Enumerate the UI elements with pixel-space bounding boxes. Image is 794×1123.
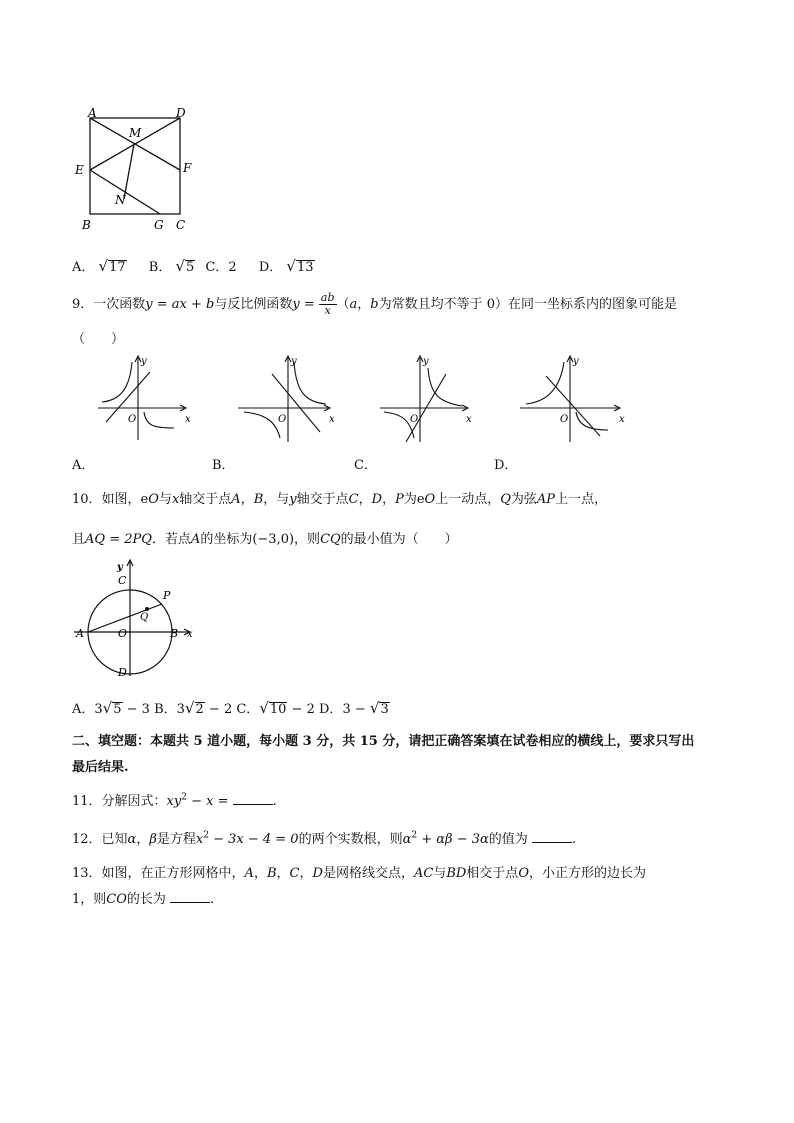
q13-line1: 13．如图，在正方形网格中，A，B，C，D是网格线交点，AC与BD相交于点O，小正方形的边长为 bbox=[72, 866, 646, 881]
svg-text:O: O bbox=[128, 414, 137, 425]
svg-text:D: D bbox=[118, 666, 127, 679]
svg-text:x: x bbox=[619, 414, 625, 425]
label-G: G bbox=[154, 218, 164, 232]
q9-graph-b bbox=[234, 350, 338, 445]
q11-answer-blank[interactable] bbox=[233, 792, 273, 805]
svg-text:B: B bbox=[170, 627, 179, 640]
svg-text:x: x bbox=[466, 414, 472, 425]
q9-paren: （ ） bbox=[72, 332, 125, 347]
section2-heading: 二、填空题：本题共 5 道小题，每小题 3 分，共 15 分，请把正确答案填在试卷相应的横线上，要求只写出 bbox=[72, 734, 695, 749]
q10-options: A．3√5 − 3 B．3√2 − 2 C．√10 − 2 D．3 − √3 bbox=[72, 699, 389, 717]
label-F: F bbox=[183, 161, 192, 175]
q9-option-c: C． bbox=[354, 458, 377, 473]
q9-graph-a bbox=[92, 350, 192, 445]
q9-graph-d bbox=[516, 350, 626, 445]
q12: 12．已知α，β是方程$x^2 - 3x - 4 = 0$的两个实数根，则$\alpha^2 + \alpha\beta - 3\alpha$的值为 . bbox=[72, 830, 577, 847]
q9-stem: 9．一次函数y = ax + b与反比例函数y = $\frac{ab}{x}$ （a，b为常数且均不等于 0）在同一坐标系内的图象可能是 bbox=[72, 291, 678, 317]
svg-text:x: x bbox=[187, 629, 193, 640]
svg-text:C: C bbox=[118, 574, 127, 587]
q12-answer-blank[interactable] bbox=[532, 830, 572, 843]
label-M: M bbox=[129, 126, 142, 140]
svg-text:A: A bbox=[76, 627, 84, 640]
svg-text:O: O bbox=[410, 414, 419, 425]
q10-circle-figure bbox=[70, 558, 200, 682]
label-A: A bbox=[88, 106, 97, 120]
q13-answer-blank[interactable] bbox=[170, 890, 210, 903]
svg-text:y: y bbox=[291, 356, 297, 367]
section2-heading-cont: 最后结果. bbox=[72, 760, 129, 775]
svg-text:O: O bbox=[118, 627, 128, 640]
svg-text:y: y bbox=[117, 562, 123, 573]
q9-option-a: A． bbox=[72, 458, 95, 473]
svg-text:Q: Q bbox=[140, 612, 149, 623]
q8-options: A． √17 B． √5 C．2 D． √13 bbox=[72, 257, 314, 275]
svg-text:y: y bbox=[141, 356, 147, 367]
q11: 11．分解因式：$xy^2 - x$ = . bbox=[72, 792, 277, 809]
svg-text:y: y bbox=[423, 356, 429, 367]
svg-text:y: y bbox=[573, 356, 579, 367]
label-N: N bbox=[115, 193, 126, 207]
q10-stem-line2: 且AQ = 2PQ．若点A的坐标为(−3,0)，则CQ的最小值为（ ） bbox=[72, 532, 458, 547]
q9-option-d: D． bbox=[494, 458, 518, 473]
svg-text:P: P bbox=[163, 589, 171, 602]
q9-graph-c bbox=[376, 350, 476, 445]
svg-text:O: O bbox=[278, 414, 287, 425]
label-D: D bbox=[176, 106, 186, 120]
q9-option-b: B． bbox=[212, 458, 235, 473]
svg-text:x: x bbox=[329, 414, 335, 425]
label-C: C bbox=[176, 218, 186, 232]
q10-stem-line1: 10．如图，eO与x轴交于点A，B，与y轴交于点C，D，P为eO上一动点，Q为弦AP上一点， bbox=[72, 492, 608, 507]
svg-text:x: x bbox=[185, 414, 191, 425]
label-E: E bbox=[75, 163, 84, 177]
q13-line2: 1，则CO的长为 . bbox=[72, 892, 215, 907]
label-B: B bbox=[82, 218, 91, 232]
svg-text:O: O bbox=[560, 414, 569, 425]
q8-square-figure bbox=[70, 104, 210, 234]
